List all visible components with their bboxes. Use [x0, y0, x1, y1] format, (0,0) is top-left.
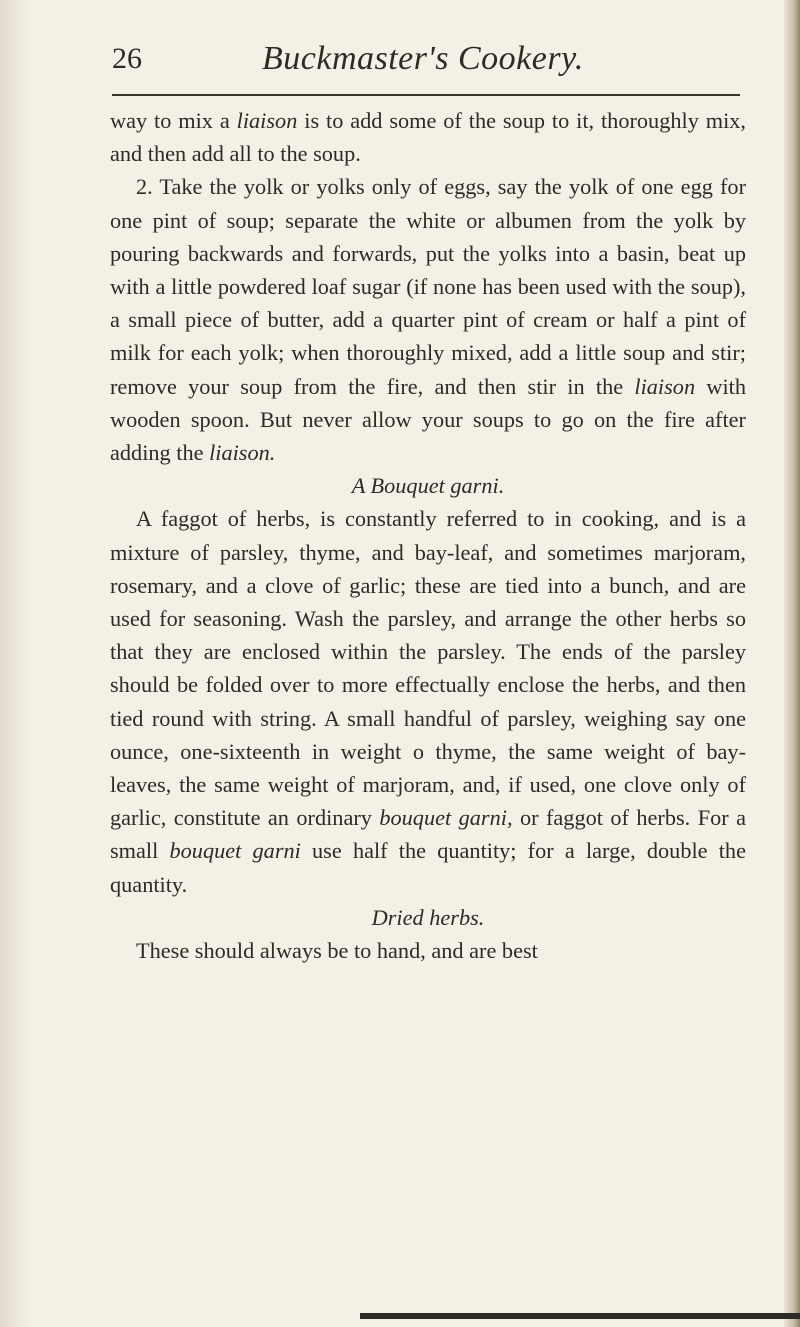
section-heading-bouquet-garni: A Bouquet garni. [351, 473, 505, 499]
page-header [0, 32, 800, 102]
text-run: 2. Take the yolk or yolks only of eggs, say the yolk of one egg for one pint of soup; separate the white or albumen from the yolk by pouring backwards and forwards, put the yolks into a basin, beat up with a little powdered loaf sugar (if none has been used with the soup), a small piece of butter, add a quarter pint of cream or half a pint of milk for each yolk; when thoroughly mixed, add a little soup and stir; remove your soup from the fire, and then stir in the [110, 174, 746, 399]
italic-term: liaison [634, 373, 696, 399]
paragraph-dried-herbs [110, 934, 746, 967]
paragraph-egg-yolk-liaison [110, 170, 746, 469]
text-run: A faggot of herbs, is constantly referred to in cooking, and is a mixture of parsley, thyme, and bay-leaf, and sometimes marjoram, rosemary, and a clove of garlic; these are tied into a bunch, and are used for seasoning. Wash the parsley, and arrange the other herbs so that they are enclosed within the parsley. The ends of the parsley should be folded over to more effectually enclose the herbs, and then tied round with string. A small handful of parsley, weighing say one ounce, one-sixteenth in weight o thyme, the same weight of bay-leaves, the same weight of marjoram, and, if used, one clove only of garlic, constitute an ordinary [110, 506, 746, 831]
text-run: is to add some of the soup to it, thoroughly mix, and then add all to the soup. [110, 108, 746, 167]
page-edge-shadow [784, 0, 800, 1327]
page-number: 26 [112, 42, 142, 75]
header-rule [112, 94, 740, 96]
section-heading-dried-herbs: Dried herbs. [371, 904, 485, 930]
italic-term: bouquet garni [169, 838, 301, 864]
running-title: Buckmaster's Cookery. [262, 40, 584, 77]
bottom-rule-artifact [360, 1313, 800, 1319]
text-run: These should always be to hand, and are best [136, 938, 538, 964]
text-run: use half the quantity; for a large, double the quantity. [110, 838, 746, 897]
text-run: or faggot of herbs. For a small [110, 805, 746, 864]
italic-term: bouquet garni, [379, 805, 513, 831]
paragraph-bouquet-garni [110, 502, 746, 900]
text-run: with wooden spoon. But never allow your soups to go on the fire after adding the [110, 373, 747, 466]
italic-term: liaison. [209, 440, 276, 466]
paragraph-liaison-intro [110, 104, 746, 170]
italic-term: liaison [236, 108, 298, 133]
page-margin-shadow [0, 0, 30, 1327]
page-text [110, 104, 746, 967]
text-run: way to mix a [110, 108, 237, 133]
